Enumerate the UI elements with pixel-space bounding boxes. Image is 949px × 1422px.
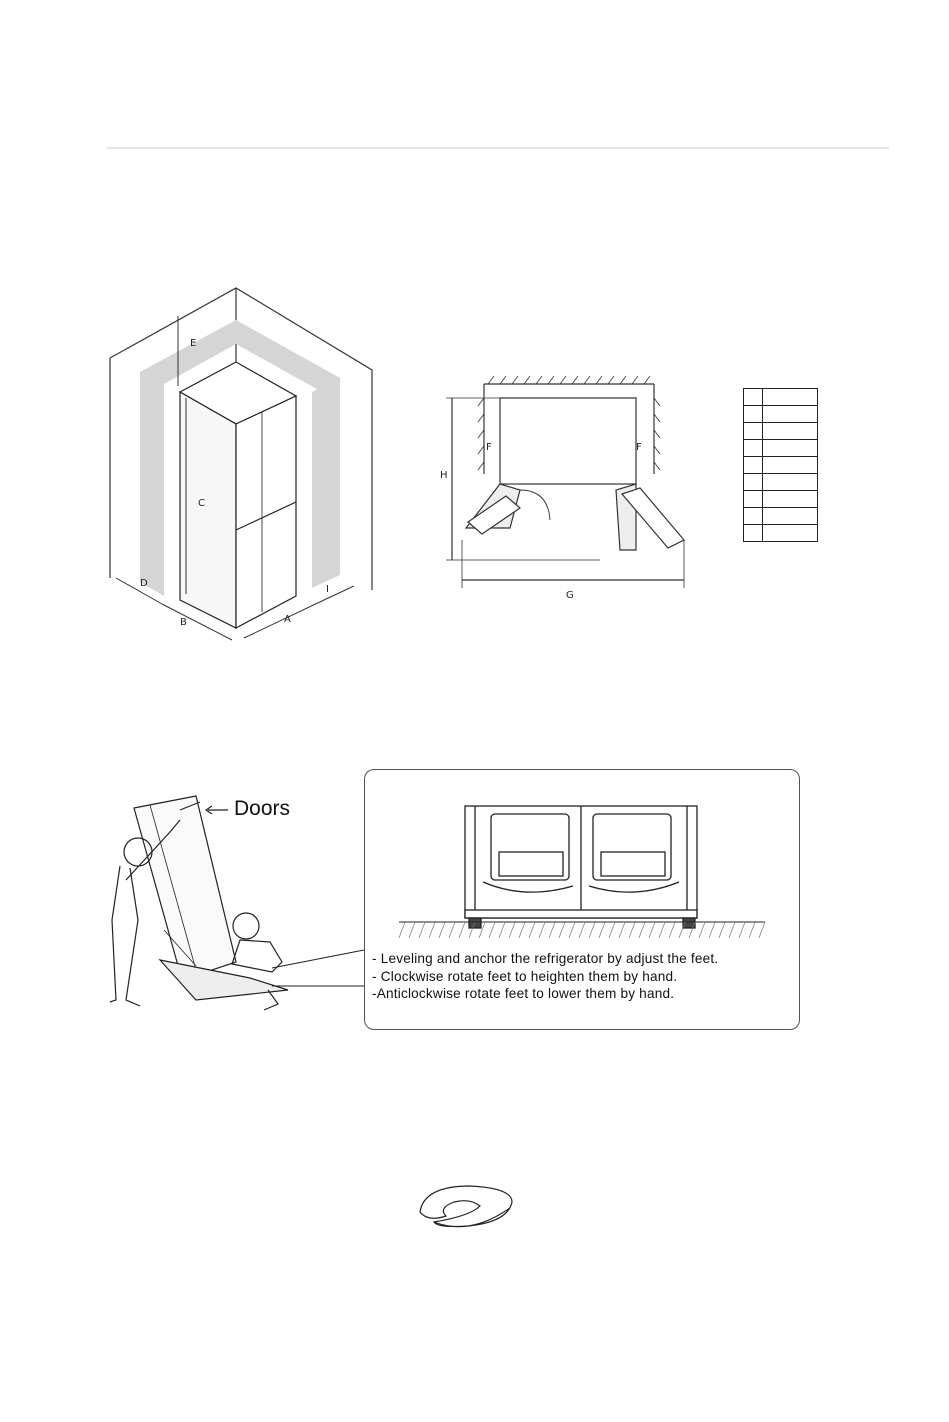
label-i: I — [326, 584, 329, 595]
label-d: D — [140, 578, 148, 589]
table-row — [744, 508, 818, 525]
doors-label: Doors — [234, 797, 291, 820]
label-g: G — [566, 590, 574, 601]
label-a: A — [284, 614, 291, 625]
table-row — [744, 491, 818, 508]
label-f-right: F — [636, 442, 642, 453]
table-row — [744, 423, 818, 440]
table-row — [744, 440, 818, 457]
table-row — [744, 406, 818, 423]
label-f-left: F — [486, 442, 492, 453]
table-row — [744, 389, 818, 406]
label-e: E — [190, 338, 197, 349]
label-h: H — [440, 470, 448, 481]
table-row — [744, 525, 818, 542]
label-b: B — [180, 617, 187, 628]
door-swing-diagram — [446, 376, 684, 588]
dimension-table — [743, 388, 818, 542]
leveling-note: - Leveling and anchor the refrigerator by adjust the feet. — [372, 951, 719, 966]
label-c: C — [198, 498, 205, 509]
leveling-instructions — [372, 950, 718, 1003]
leveling-note: -Anticlockwise rotate feet to lower them by hand. — [372, 986, 675, 1001]
leveling-note: - Clockwise rotate feet to heighten them by hand. — [372, 968, 678, 984]
table-row — [744, 474, 818, 491]
table-row — [744, 457, 818, 474]
moving-refrigerator-illustration — [110, 796, 364, 1010]
